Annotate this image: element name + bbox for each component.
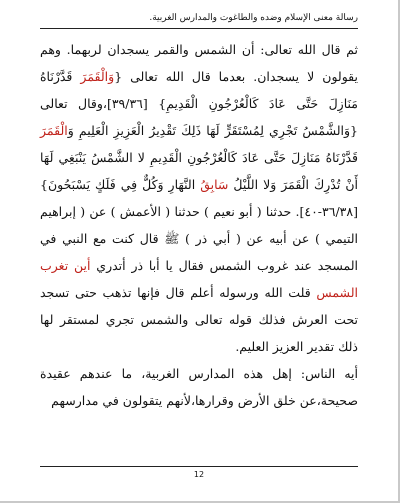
page-number: 12 (193, 470, 205, 479)
highlighted-word: الْقَمَرَ (40, 123, 68, 138)
paragraph-quran-hadith (40, 36, 358, 360)
text-run: قلت الله ورسوله أعلم قال فإنها تذهب حتى تسجد تحت العرش فذلك قوله تعالى والشمس تجري لمستقر لها ذلك تقدير العزيز العليم. (40, 285, 358, 354)
body-text (40, 36, 358, 414)
highlighted-phrase: أين تغرب الشمس (40, 258, 358, 300)
highlighted-word: سَابِقُ (200, 177, 229, 192)
text-run: قَدَّرْنَاهُ مَنَازِلَ حَتَّى عَادَ كَالْعُرْجُونِ الْقَدِيمِ} [٣٩/٣٦]،وقال تعالى {وَالشَّمْسُ تَجْرِي لِمُسْتَقَرٍّ لَهَا ذَلِكَ تَقْدِيرُ الْعَزِيزِ الْعَلِيمِ وَ (40, 69, 358, 138)
header-divider (40, 28, 358, 29)
highlighted-word: وَالْقَمَرَ (80, 69, 115, 84)
text-run: ثم قال الله تعالى: أن الشمس والقمر يسجدان لربهما. وهم يقولون لا يسجدان. بعدما قال الله تعالى { (40, 42, 358, 84)
text-run: النَّهَارِ وَكُلٌّ فِي فَلَكٍ يَسْبَحُونَ} [٣٦/٣٨-٤٠]. حدثنا ( أبو نعيم ) حدثنا ( الأعمش ) عن ( إبراهيم التيمي ) عن أبيه عن ( أبي ذر ) ﷺ قال كنت مع النبي في المسجد عند غروب الشمس فقال يا أبا ذر أتدري (40, 177, 358, 273)
text-run: قَدَّرْنَاهُ مَنَازِلَ حَتَّى عَادَ كَالْعُرْجُونِ الْقَدِيمِ لا الشَّمْسُ يَنْبَغِي لَهَا أَنْ تُدْرِكَ الْقَمَرَ وَلا اللَّيْلُ (40, 150, 358, 192)
paragraph-address: أيه الناس: إهل هذه المدارس الغربية، ما عندهم عقيدة صحيحة،عن خلق الأرض وقرارها،لأنهم يتقولون في مدارسهم (40, 366, 358, 408)
running-header: رسالة معنى الإسلام وضده والطاغوت والمدارس الغربية. (149, 13, 358, 23)
footer-divider (40, 466, 358, 467)
